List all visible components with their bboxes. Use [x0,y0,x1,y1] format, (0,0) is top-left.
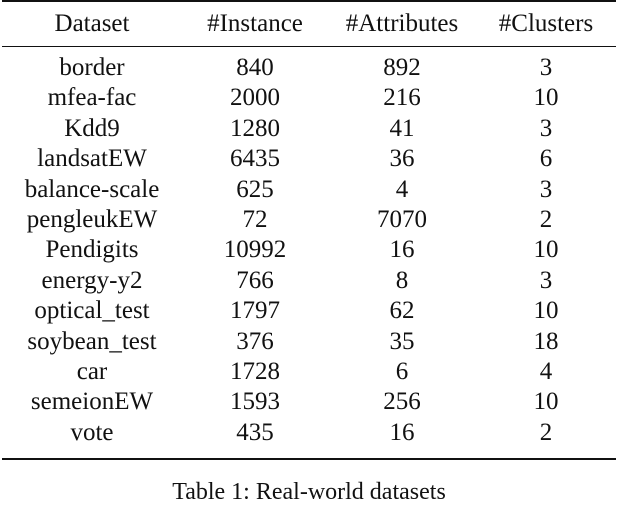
cell-instance: 1728 [230,358,280,386]
cell-dataset: landsatEW [37,145,147,173]
cell-clusters: 10 [533,236,559,264]
header-dataset: Dataset [54,9,130,37]
header-instance: #Instance [207,9,303,37]
cell-clusters: 2 [539,418,553,446]
cell-clusters: 4 [539,358,553,386]
table-body [2,47,616,460]
cell-clusters: 10 [533,84,559,112]
cell-attributes: 35 [389,327,415,355]
cell-dataset: pengleukEW [26,206,158,234]
cell-clusters: 18 [533,327,559,355]
cell-instance: 1593 [230,388,280,416]
dataset-table-container [2,0,616,460]
header-attributes: #Attributes [345,9,459,37]
cell-attributes: 8 [395,266,409,294]
table-row [2,387,616,417]
cell-clusters: 3 [539,175,553,203]
cell-dataset: energy-y2 [41,266,143,294]
cell-instance: 435 [236,418,274,446]
cell-clusters: 10 [533,297,559,325]
cell-clusters: 10 [533,388,559,416]
cell-attributes: 7070 [377,206,427,234]
table-row [2,357,616,387]
cell-attributes: 256 [383,388,421,416]
cell-dataset: Pendigits [45,236,139,264]
cell-dataset: balance-scale [24,175,160,203]
cell-instance: 766 [236,266,274,294]
table-row [2,144,616,174]
cell-instance: 72 [242,206,268,234]
cell-dataset: soybean_test [27,327,157,355]
table-row [2,205,616,235]
table-row [2,47,616,84]
header-clusters: #Clusters [498,9,594,37]
cell-dataset: vote [70,418,114,446]
cell-instance: 840 [236,54,274,81]
cell-attributes: 16 [389,418,415,446]
table-row [2,114,616,144]
cell-instance: 6435 [230,145,280,173]
cell-attributes: 4 [395,175,409,203]
dataset-table [2,0,616,460]
cell-attributes: 16 [389,236,415,264]
cell-attributes: 216 [383,84,421,112]
cell-attributes: 62 [389,297,415,325]
cell-attributes: 6 [395,358,409,386]
table-caption: Table 1: Real-world datasets [172,479,446,505]
table-row [2,296,616,326]
table-row [2,235,616,265]
cell-clusters: 3 [539,54,553,81]
table-row [2,266,616,296]
cell-dataset: optical_test [34,297,150,325]
cell-instance: 1280 [230,114,280,142]
cell-dataset: Kdd9 [64,114,120,142]
cell-instance: 1797 [230,297,280,325]
table-row [2,83,616,113]
cell-dataset: border [59,54,125,81]
cell-dataset: semeionEW [30,388,154,416]
cell-clusters: 3 [539,266,553,294]
cell-attributes: 36 [389,145,415,173]
cell-instance: 2000 [230,84,280,112]
header-row [2,1,616,47]
cell-instance: 625 [236,175,274,203]
cell-instance: 10992 [223,236,287,264]
cell-dataset: mfea-fac [47,84,137,112]
table-row [2,175,616,205]
table-header [2,1,616,47]
cell-attributes: 41 [389,114,415,142]
table-row [2,418,616,459]
cell-clusters: 6 [539,145,553,173]
cell-dataset: car [76,358,108,386]
cell-attributes: 892 [383,54,421,81]
cell-instance: 376 [236,327,274,355]
cell-clusters: 2 [539,206,553,234]
table-row [2,327,616,357]
cell-clusters: 3 [539,114,553,142]
